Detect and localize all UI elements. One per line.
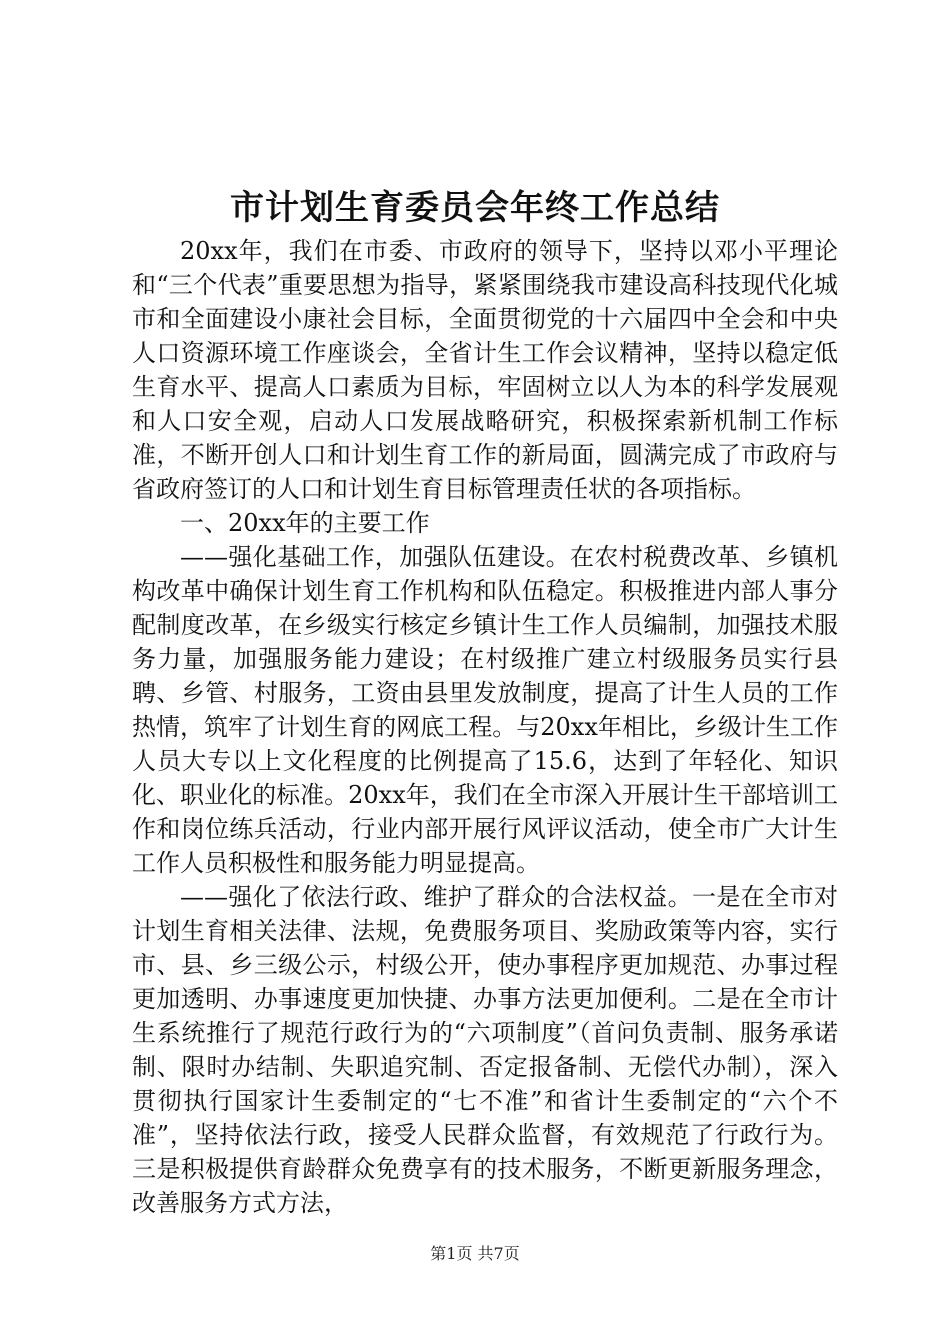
page-number-footer: 第1页 共7页 [430,1244,520,1263]
document-body [132,234,838,1220]
paragraph-law-administration: ——强化了依法行政、维护了群众的合法权益。一是在全市对计划生育相关法律、法规，免费服务项目、奖励政策等内容，实行市、县、乡三级公示，村级公开，使办事程序更加规范、办事过程更加透明、办事速度更加快捷、办事方法更加便利。二是在全市计生系统推行了规范行政行为的“六项制度”（首问负责制、服务承诺制、限时办结制、失职追究制、否定报备制、无偿代办制），深入贯彻执行国家计生委制定的“七不准”和省计生委制定的“六个不准”，坚持依法行政，接受人民群众监督，有效规范了行政行为。三是积极提供育龄群众免费享有的技术服务，不断更新服务理念，改善服务方式方法， [132,883,838,1217]
paragraph-basic-work: ——强化基础工作，加强队伍建设。在农村税费改革、乡镇机构改革中确保计划生育工作机构和队伍稳定。积极推进内部人事分配制度改革，在乡级实行核定乡镇计生工作人员编制，加强技术服务力量，加强服务能力建设；在村级推广建立村级服务员实行县聘、乡管、村服务，工资由县里发放制度，提高了计生人员的工作热情，筑牢了计划生育的网底工程。与20xx年相比，乡级计生工作人员大专以上文化程度的比例提高了15.6，达到了年轻化、知识化、职业化的标准。20xx年，我们在全市深入开展计生干部培训工作和岗位练兵活动，行业内部开展行风评议活动，使全市广大计生工作人员积极性和服务能力明显提高。 [132,543,838,877]
document-title: 市计划生育委员会年终工作总结 [230,188,720,228]
section-heading: 一、20xx年的主要工作 [180,509,430,537]
paragraph-intro: 20xx年，我们在市委、市政府的领导下，坚持以邓小平理论和“三个代表”重要思想为指导，紧紧围绕我市建设高科技现代化城市和全面建设小康社会目标，全面贯彻党的十六届四中全会和中央人口资源环境工作座谈会，全省计生工作会议精神，坚持以稳定低生育水平、提高人口素质为目标，牢固树立以人为本的科学发展观和人口安全观，启动人口发展战略研究，积极探索新机制工作标准，不断开创人口和计划生育工作的新局面，圆满完成了市政府与省政府签订的人口和计划生育目标管理责任状的各项指标。 [132,237,838,503]
